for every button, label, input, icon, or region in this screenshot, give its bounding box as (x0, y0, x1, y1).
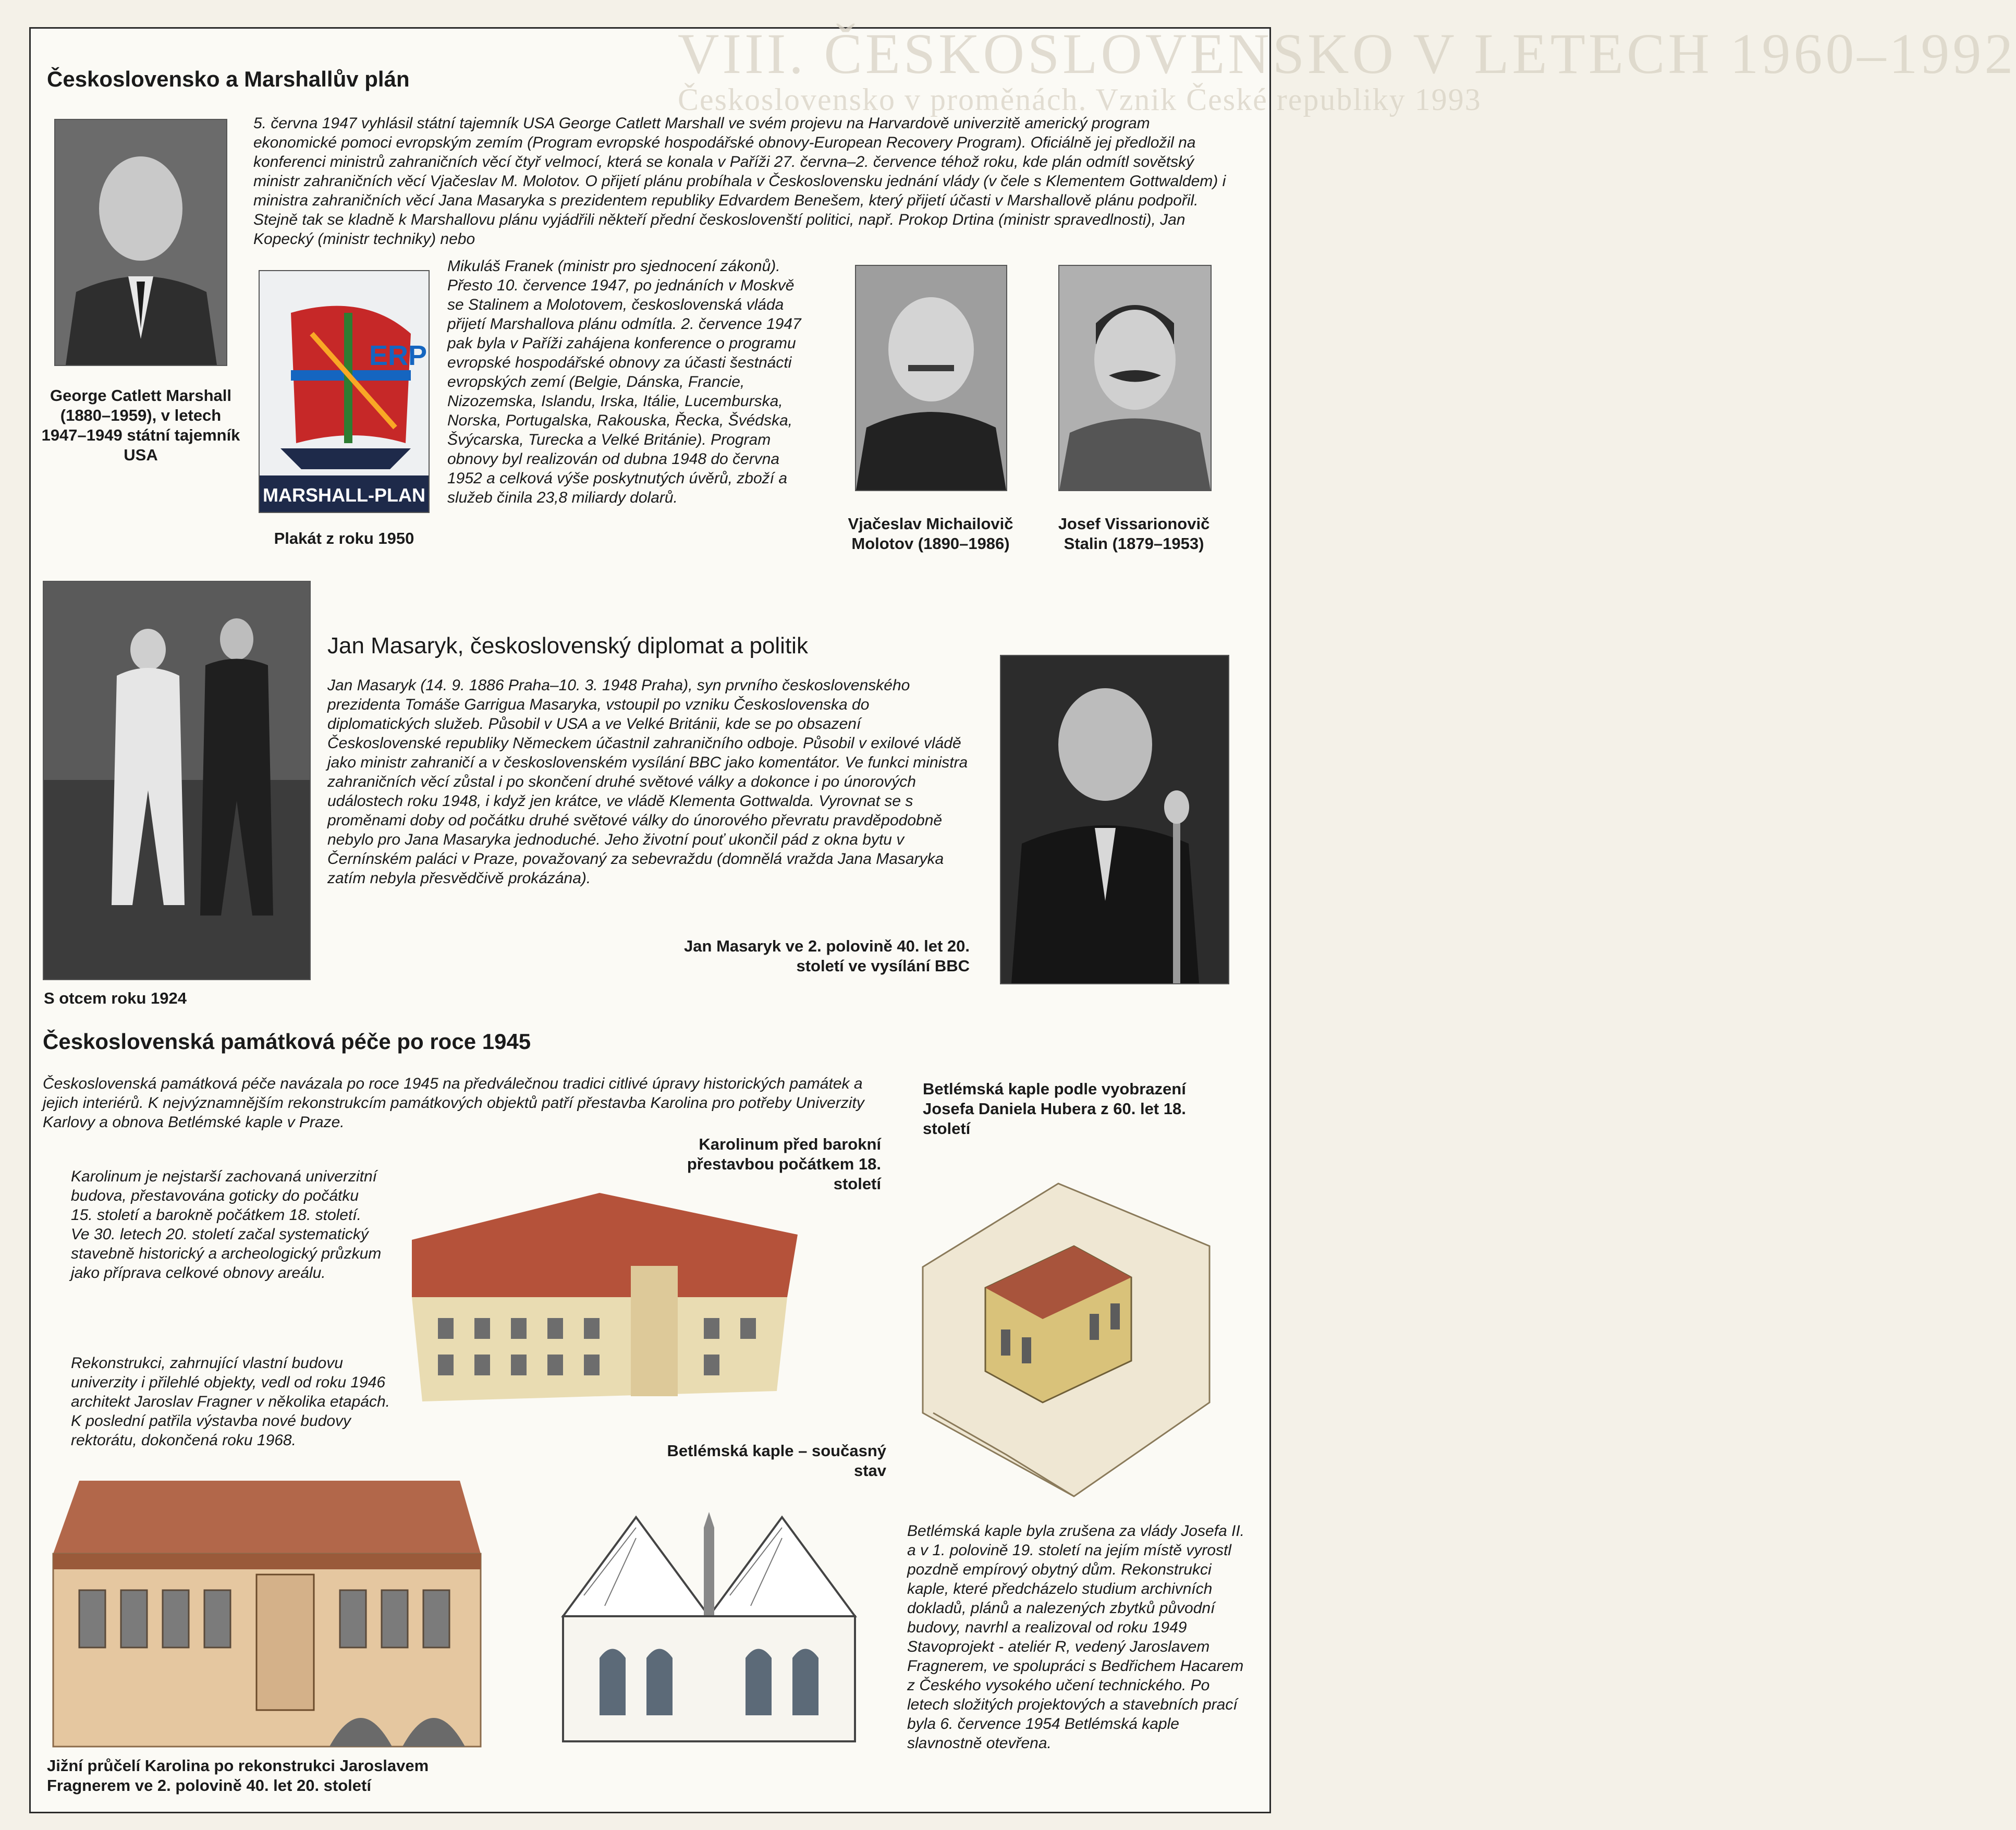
marshall-portrait (54, 119, 227, 366)
stalin-portrait-image (1059, 266, 1211, 490)
bethlehem-chapel-current-illustration (547, 1507, 871, 1752)
marshall-portrait-image (55, 120, 226, 365)
chapel-current-image (547, 1507, 871, 1752)
karolinum-text-1: Karolinum je nejstarší zachovaná univerzitní budova, přestavována goticky do počátku 15. století a barokně počátkem 18. století. Ve 30. letech 20. století začal systematický stavebně historický a archeologický průzkum jako příprava celkové obnovy areálu. (71, 1168, 382, 1282)
ghost-header (678, 21, 2016, 117)
masaryk-text: Jan Masaryk (14. 9. 1886 Praha–10. 3. 1948 Praha), syn prvního československého prezidenta Tomáše Garrigua Masaryka, vstoupil po vzniku Československa do diplomatických služeb. Působil v USA a ve Velké Británii, kde se po obsazení Československé republiky Německem účastnil zahraničního odboje. Působil v exilové vládě jako ministr zahraničí a v československém vysílání BBC jako komentátor. Ve funkci ministra zahraničních věcí zůstal i po skončení druhé světové války a dokonce i po únorových událostech roku 1948, i když jen krátce, ve vládě Klementa Gottwalda. Vyrovnat se s proměnami doby od počátku druhé světové války do únorového převratu pravděpodobně nebylo pro Jana Masaryka jednoduché. Jeho životní pouť ukončil pád z okna bytu v Černínském paláci v Praze, považovaný za sebevraždu (domnělá vražda Jana Masaryka zatím nebyla přesvědčivě prokázána). (327, 677, 968, 887)
huber-illustration-image (902, 1142, 1225, 1502)
stalin-caption: Josef Vissarionovič Stalin (1879–1953) (1058, 515, 1210, 553)
poster-erp-text: ERP (369, 340, 427, 371)
marshall-caption: George Catlett Marshall (1880–1959), v letech 1947–1949 státní tajemník USA (41, 386, 240, 464)
karolinum-caption: Karolinum před barokní přestavbou počátkem 18. století (687, 1135, 881, 1193)
heritage-intro-text: Československá památková péče navázala po roce 1945 na předválečnou tradici citlivé úpravy historických památek a jejich interiérů. K nejvýznamnějším rekonstrukcím památkových objektů patří přestavba Karolina pro potřeby Univerzity Karlovy a obnova Betlémské kaple v Praze. (43, 1075, 864, 1131)
erp-poster-image (260, 271, 429, 512)
molotov-caption: Vjačeslav Michailovič Molotov (1890–1986) (848, 515, 1013, 553)
marshall-text-2: Mikuláš Franek (ministr pro sjednocení zákonů). Přesto 10. července 1947, po jednáních v Moskvě se Stalinem a Molotovem, československá vláda přijetí Marshallova plánu odmítla. 2. července 1947 pak byla v Paříži zahájena konference o programu evropské hospodářské obnovy za účasti šestnácti evropských zemí (Belgie, Dánska, Francie, Nizozemska, Islandu, Irska, Itálie, Lucemburska, Norska, Portugalska, Rakouska, Řecka, Švédska, Švýcarska, Turecka a Velké Británie). Program obnovy byl realizován od dubna 1948 do června 1952 a celková výše poskytnutých úvěrů, zboží a služeb činila 23,8 miliardy dolarů. (447, 258, 801, 506)
poster-caption: Plakát z roku 1950 (274, 529, 414, 547)
bethlehem-chapel-huber-illustration (902, 1142, 1225, 1502)
erp-poster (259, 270, 430, 513)
masaryk-bbc-image (1001, 656, 1228, 983)
ghost-header-title: VIII. ČESKOSLOVENSKO V LETECH 1960–1992 (678, 22, 2016, 86)
karolinum-illustration-image (391, 1162, 808, 1412)
poster-marshall-plan-text: MARSHALL-PLAN (263, 484, 425, 506)
huber-caption: Betlémská kaple podle vyobrazení Josefa Daniela Hubera z 60. let 18. století (923, 1080, 1186, 1138)
molotov-portrait-image (856, 266, 1006, 490)
chapel-text: Betlémská kaple byla zrušena za vlády Josefa II. a v 1. polovině 19. století na jejím místě vyrostl pozdně empírový obytný dům. Rekonstrukci kaple, které předcházelo studium archivních dokladů, plánů a nalezených zbytků původní budovy, navrhl a realizoval od roku 1949 Stavoprojekt - ateliér R, vedený Jaroslavem Fragnerem, ve spolupráci s Bedřichem Hacarem z Českého vysokého učení technického. Po letech složitých projektových a stavebních prací byla 6. července 1954 Betlémská kaple slavnostně otevřena. (907, 1522, 1244, 1752)
marshall-text-1: 5. června 1947 vyhlásil státní tajemník USA George Catlett Marshall ve svém projevu na Harvardově univerzitě americký program ekonomické pomoci evropským zemím (Program evropské hospodářské obnovy-European Recovery Program). Oficiálně jej předložil na konferenci ministrů zahraničních věcí čtyř velmocí, která se konala v Paříži 27. června–2. července téhož roku, kde plán odmítl sovětský ministr zahraničních věcí Vjačeslav M. Molotov. O přijetí plánu probíhala v Československu jednání vlády (v čele s Klementem Gottwaldem) i ministra zahraničních věcí Jana Masaryka s prezidentem republiky Edvardem Benešem, který přijetí účasti v Marshallově plánu podpořil. Stejně tak se kladně k Marshallovu plánu vyjádřili někteří přední českoslovenští politici, např. Prokop Drtina (ministr spravedlnosti), Jan Kopecký (ministr techniky) nebo (253, 115, 1226, 248)
masaryk-father-caption: S otcem roku 1924 (44, 989, 187, 1007)
masaryk-with-father-photo (43, 581, 311, 980)
masaryk-bbc-caption: Jan Masaryk ve 2. polovině 40. let 20. století ve vysílání BBC (684, 937, 970, 975)
marshall-section-title: Československo a Marshallův plán (47, 67, 410, 91)
chapel-now-caption: Betlémská kaple – současný stav (667, 1442, 886, 1480)
masaryk-with-father-image (44, 582, 310, 979)
masaryk-bbc-photo (1000, 655, 1229, 984)
heritage-section-title: Československá památková péče po roce 1945 (43, 1029, 531, 1054)
karolinum-illustration (391, 1162, 808, 1412)
facade-caption: Jižní průčelí Karolina po rekonstrukci Jaroslavem Fragnerem ve 2. polovině 40. let 20. století (47, 1756, 429, 1795)
facade-illustration-image (48, 1470, 486, 1752)
ghost-header-subtitle: Československo v proměnách. Vznik České republiky 1993 (678, 82, 1482, 117)
karolinum-text-2: Rekonstrukci, zahrnující vlastní budovu univerzity i přilehlé objekty, vedl od roku 1946 architekt Jaroslav Fragner v několika etapách. K poslední patřila výstavba nové budovy rektorátu, dokončená roku 1968. (71, 1355, 390, 1449)
masaryk-section-title: Jan Masaryk, československý diplomat a politik (327, 633, 808, 658)
molotov-portrait (855, 265, 1007, 491)
stalin-portrait (1058, 265, 1212, 491)
karolinum-facade-illustration (48, 1470, 486, 1752)
